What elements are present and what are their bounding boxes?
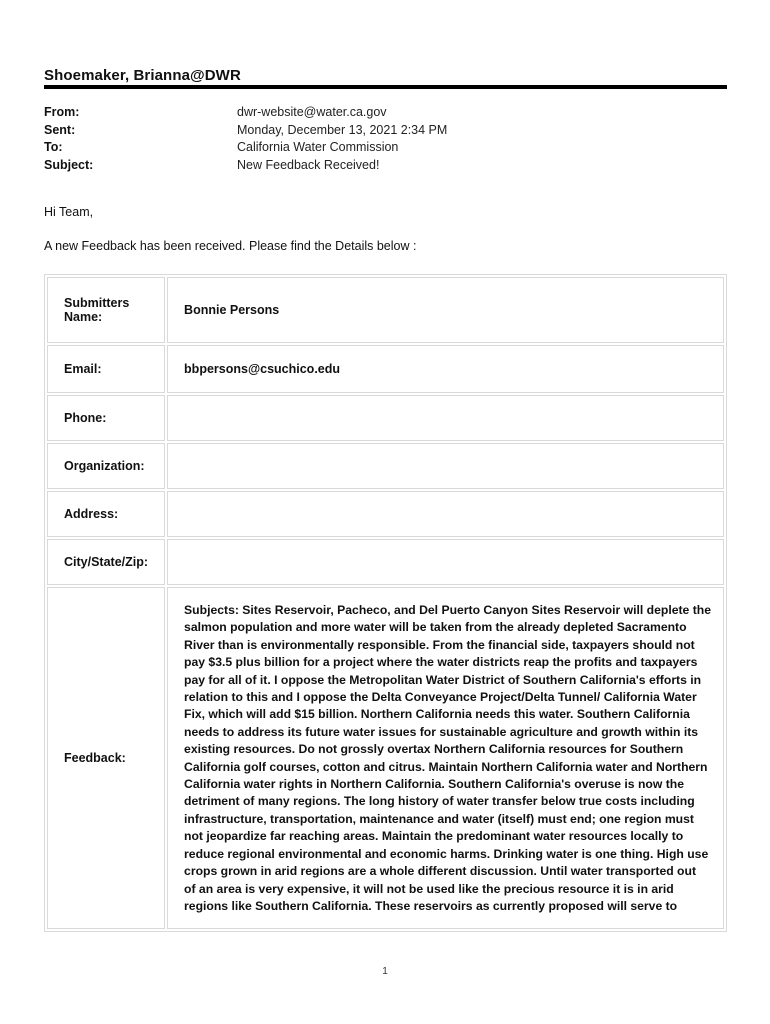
feedback-line: needs to address its future water issues for sustainable agriculture and growth within its bbox=[184, 724, 699, 739]
field-value-phone bbox=[167, 395, 724, 441]
field-value-email: bbpersons@csuchico.edu bbox=[167, 345, 724, 393]
header-row-from bbox=[44, 104, 447, 122]
field-label-address: Address: bbox=[47, 491, 165, 537]
feedback-line: California water rights in Northern California. Southern California's overuse is now the bbox=[184, 777, 685, 792]
page-number: 1 bbox=[382, 966, 388, 977]
feedback-line: Fix, which will add $15 billion. Northern California needs this water. Southern California bbox=[184, 707, 690, 722]
field-value-name: Bonnie Persons bbox=[167, 277, 724, 343]
feedback-line: Subjects: Sites Reservoir, Pacheco, and Del Puerto Canyon Sites Reservoir will deplete the bbox=[184, 603, 711, 617]
header-value-to: California Water Commission bbox=[237, 140, 399, 154]
header-label: Subject: bbox=[44, 157, 94, 172]
table-row bbox=[47, 491, 724, 537]
header-value-from: dwr-website@water.ca.gov bbox=[237, 105, 387, 119]
feedback-line: infrastructure, transportation, maintenance and water (itself) must end; one region must bbox=[184, 811, 694, 826]
field-value-city-state-zip bbox=[167, 539, 724, 585]
field-label-feedback: Feedback: bbox=[47, 587, 165, 929]
table-row bbox=[47, 539, 724, 585]
field-label-city-state-zip: City/State/Zip: bbox=[47, 539, 165, 585]
field-label-phone: Phone: bbox=[47, 395, 165, 441]
label-line: Name: bbox=[64, 310, 103, 324]
feedback-line: salmon population and more water will be taken from the already depleted Sacramento bbox=[184, 620, 687, 635]
feedback-line: pay for all of it. I oppose the Metropolitan Water District of Southern California's efforts in bbox=[184, 672, 702, 687]
header-label: Sent: bbox=[44, 122, 76, 137]
field-label-organization: Organization: bbox=[47, 443, 165, 489]
feedback-line: River than is environmentally responsible. From the financial side, taxpayers should not bbox=[184, 637, 695, 652]
feedback-line: reduce regional environmental and economic harms. Drinking water is one thing. High use bbox=[184, 846, 709, 861]
mailbox-owner: Shoemaker, Brianna@DWR bbox=[44, 67, 241, 84]
header-row-sent bbox=[44, 122, 447, 140]
field-label-email: Email: bbox=[47, 345, 165, 393]
feedback-line: crops grown in arid regions are a whole different discussion. Until water transported out bbox=[184, 864, 696, 879]
greeting: Hi Team, bbox=[44, 205, 94, 219]
intro-text: A new Feedback has been received. Please find the Details below : bbox=[44, 239, 417, 253]
field-value-address bbox=[167, 491, 724, 537]
email-headers bbox=[44, 104, 447, 174]
field-value-organization bbox=[167, 443, 724, 489]
feedback-line: existing resources. Do not grossly overtax Northern California resources for Southern bbox=[184, 742, 684, 757]
feedback-line: of an area is very expensive, it will not be used like the precious resource it is in arid bbox=[184, 881, 674, 896]
header-divider bbox=[44, 85, 727, 89]
feedback-details-table bbox=[44, 274, 727, 932]
header-label: To: bbox=[44, 140, 63, 154]
header-value-subject: New Feedback Received! bbox=[237, 157, 380, 172]
feedback-line: California golf courses, cotton and citrus. Maintain Northern California water and Northern bbox=[184, 759, 708, 774]
header-value-sent: Monday, December 13, 2021 2:34 PM bbox=[237, 122, 448, 137]
table-row bbox=[47, 277, 724, 343]
table-row bbox=[47, 345, 724, 393]
header-label: From: bbox=[44, 105, 80, 119]
feedback-line: pay $3.5 plus billion for a project where the water districts reap the profits and taxpayers bbox=[184, 655, 698, 670]
header-row-subject bbox=[44, 157, 447, 175]
label-line: Submitters bbox=[64, 296, 130, 310]
table-row bbox=[47, 443, 724, 489]
field-label-name bbox=[47, 277, 165, 343]
table-row bbox=[47, 395, 724, 441]
header-row-to bbox=[44, 139, 447, 157]
feedback-line: not jeopardize far reaching areas. Maintain the predominant water resources locally to bbox=[184, 829, 684, 844]
feedback-line: detriment of many regions. The long history of water transfer below true costs including bbox=[184, 794, 695, 809]
feedback-line: regions like Southern California. These reservoirs as currently proposed will serve to bbox=[184, 898, 678, 913]
field-value-feedback bbox=[167, 587, 724, 929]
feedback-line: relation to this and I oppose the Delta Conveyance Project/Delta Tunnel/ California Water bbox=[184, 690, 697, 705]
table-row bbox=[47, 587, 724, 929]
